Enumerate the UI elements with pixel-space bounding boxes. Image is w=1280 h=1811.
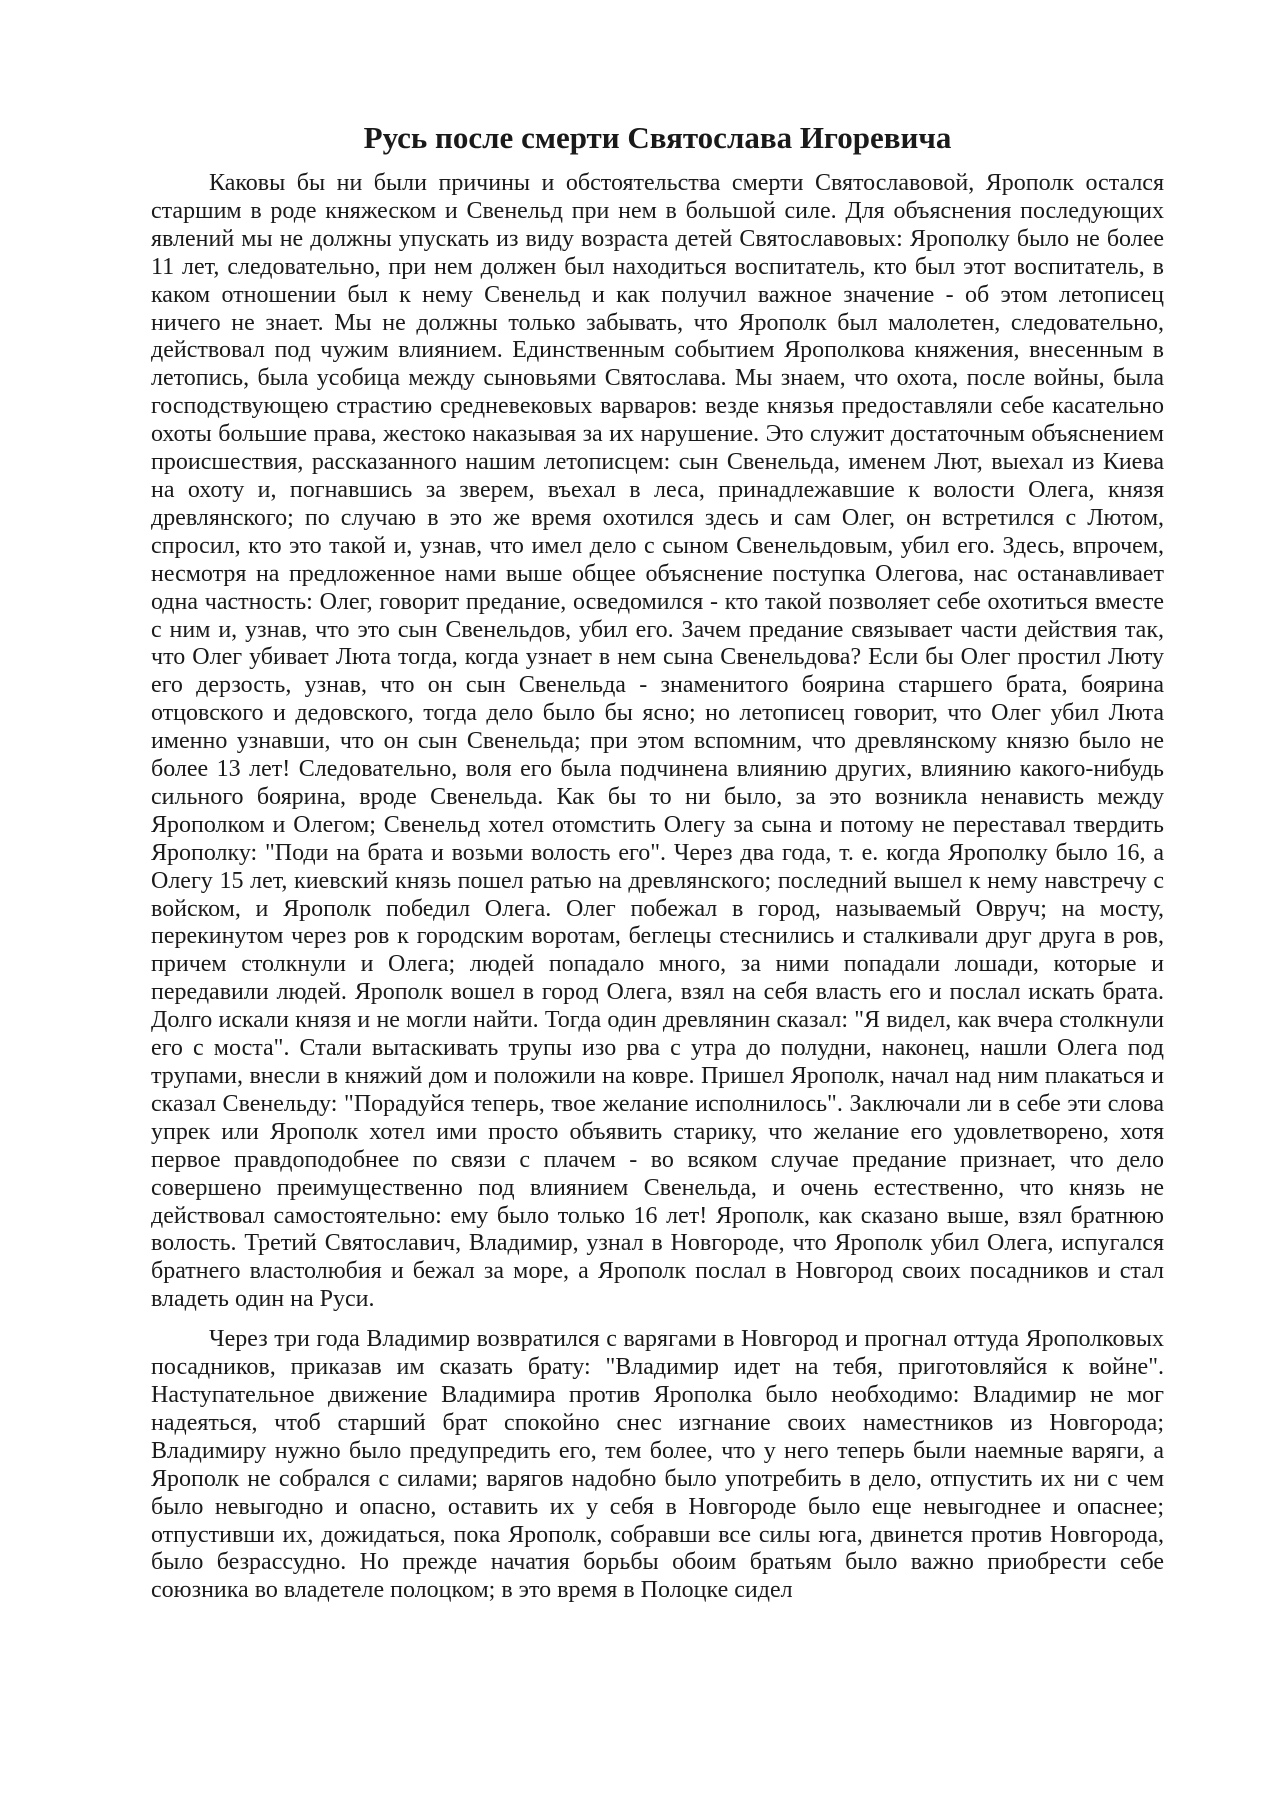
- paragraph: Каковы бы ни были причины и обстоятельства смерти Святославовой, Ярополк остался старшим в роде княжеском и Свенельд при нем в большой силе. Для объяснения последующих явлений мы не должны упускать из виду возраста детей Святославовых: Ярополку было не более 11 лет, следовательно, при нем должен был находиться воспитатель, кто был этот воспитатель, в каком отношении был к нему Свенельд и как получил важное значение - об этом летописец ничего не знает. Мы не должны только забывать, что Ярополк был малолетен, следовательно, действовал под чужим влиянием. Единственным событием Ярополкова княжения, внесенным в летопись, была усобица между сыновьями Святослава. Мы знаем, что охота, после войны, была господствующею страстию средневековых варваров: везде князья предоставляли себе касательно охоты большие права, жестоко наказывая за их нарушение. Это служит достаточным объяснением происшествия, рассказанного нашим летописцем: сын Свенельда, именем Лют, выехал из Киева на охоту и, погнавшись за зверем, въехал в леса, принадлежавшие к волости Олега, князя древлянского; по случаю в это же время охотился здесь и сам Олег, он встретился с Лютом, спросил, кто это такой и, узнав, что имел дело с сыном Свенельдовым, убил его. Здесь, впрочем, несмотря на предложенное нами выше общее объяснение поступка Олегова, нас останавливает одна частность: Олег, говорит предание, осведомился - кто такой позволяет себе охотиться вместе с ним и, узнав, что это сын Свенельдов, убил его. Зачем предание связывает части действия так, что Олег убивает Люта тогда, когда узнает в нем сына Свенельдова? Если бы Олег простил Люту его дерзость, узнав, что он сын Свенельда - знаменитого боярина старшего брата, боярина отцовского и дедовского, тогда дело было бы ясно; но летописец говорит, что Олег убил Люта именно узнавши, что он сын Свенельда; при этом вспомним, что древлянскому князю было не более 13 лет! Следовательно, воля его была подчинена влиянию других, влиянию какого-нибудь сильного боярина, вроде Свенельда. Как бы то ни было, за это возникла ненависть между Ярополком и Олегом; Свенельд хотел отомстить Олегу за сына и потому не переставал твердить Ярополку: "Поди на брата и возьми волость его". Через два года, т. е. когда Ярополку было 16, а Олегу 15 лет, киевский князь пошел ратью на древлянского; последний вышел к нему навстречу с войском, и Ярополк победил Олега. Олег побежал в город, называемый Овруч; на мосту, перекинутом через ров к городским воротам, беглецы стеснились и сталкивали друг друга в ров, причем столкнули и Олега; людей попадало много, за ними попадали лошади, которые и передавили людей. Ярополк вошел в город Олега, взял на себя власть его и послал искать брата. Долго искали князя и не могли найти. Тогда один древлянин сказал: "Я видел, как вчера столкнули его с моста". Стали вытаскивать трупы изо рва с утра до полудни, наконец, нашли Олега под трупами, внесли в княжий дом и положили на ковре. Пришел Ярополк, начал над ним плакаться и сказал Свенельду: "Порадуйся теперь, твое желание исполнилось". Заключали ли в себе эти слова упрек или Ярополк хотел ими просто объявить старику, что желание его удовлетворено, хотя первое правдоподобнее по связи с плачем - во всяком случае предание признает, что дело совершено преимущественно под влиянием Свенельда, и очень естественно, что князь не действовал самостоятельно: ему было только 16 лет! Ярополк, как сказано выше, взял братнюю волость. Третий Святославич, Владимир, узнал в Новгороде, что Ярополк убил Олега, испугался братнего властолюбия и бежал за море, а Ярополк послал в Новгород своих посадников и стал владеть один на Руси.: [151, 170, 1164, 1313]
- document-title: Русь после смерти Святослава Игоревича: [363, 120, 952, 155]
- document-page: [151, 118, 1164, 1617]
- paragraph: Через три года Владимир возвратился с варягами в Новгород и прогнал оттуда Ярополковых посадников, приказав им сказать брату: "Владимир идет на тебя, приготовляйся к войне". Наступательное движение Владимира против Ярополка было необходимо: Владимир не мог надеяться, чтоб старший брат спокойно снес изгнание своих наместников из Новгорода; Владимиру нужно было предупредить его, тем более, что у него теперь были наемные варяги, а Ярополк не собрался с силами; варягов надобно было употребить в дело, отпустить их ни с чем было невыгодно и опасно, оставить их у себя в Новгороде было еще невыгоднее и опаснее; отпустивши их, дожидаться, пока Ярополк, собравши все силы юга, двинется против Новгорода, было безрассудно. Но прежде начатия борьбы обоим братьям было важно приобрести себе союзника во владетеле полоцком; в это время в Полоцке сидел: [151, 1326, 1164, 1604]
